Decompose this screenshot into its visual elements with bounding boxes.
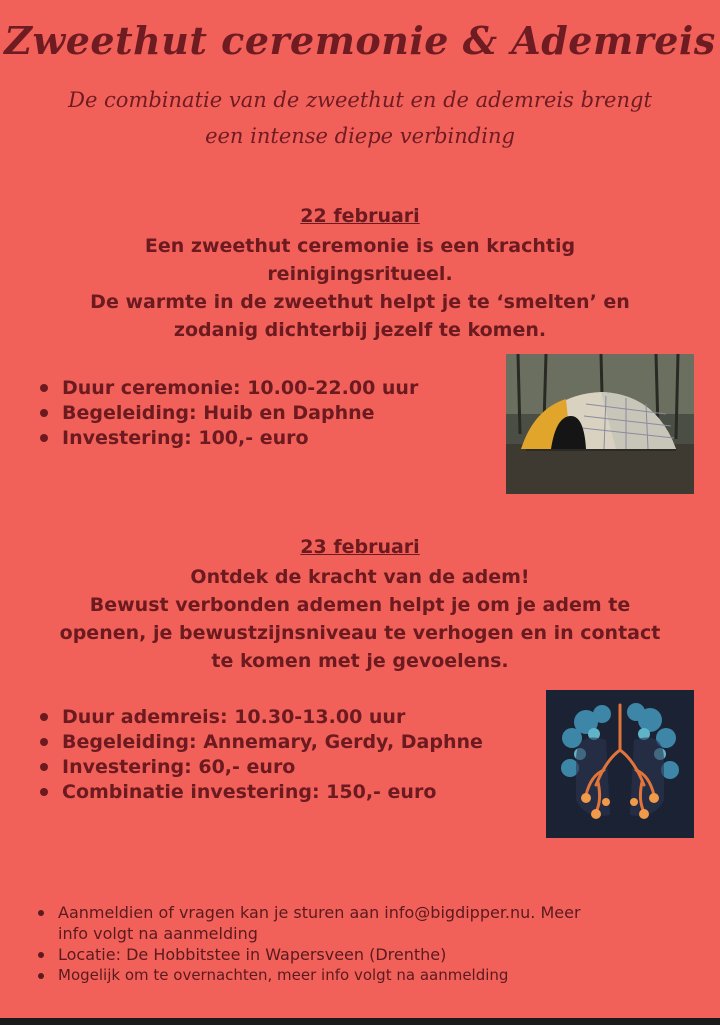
list-item: Begeleiding: Huib en Daphne [38, 401, 418, 426]
event2-details [38, 705, 483, 805]
signup-info-line: Aanmeldien of vragen kan je sturen aan info@bigdipper.nu. Meer [58, 903, 581, 922]
bullet-dot-icon [40, 384, 48, 392]
bullet-dot-icon [38, 910, 44, 916]
list-item [36, 944, 581, 965]
bullet-dot-icon [40, 738, 48, 746]
bullet-dot-icon [40, 788, 48, 796]
list-item: Duur ademreis: 10.30-13.00 uur [38, 705, 483, 730]
page-title: Zweethut ceremonie & Ademreis [4, 18, 716, 63]
bullet-dot-icon [40, 763, 48, 771]
signup-info-line: info volgt na aanmelding [58, 924, 258, 943]
list-item: Duur ceremonie: 10.00-22.00 uur [38, 376, 418, 401]
subtitle-line-2: een intense diepe verbinding [205, 124, 515, 148]
location-info: Locatie: De Hobbitstee in Wapersveen (Drenthe) [58, 945, 447, 964]
subtitle-line-1: De combinatie van de zweethut en de ademreis brengt [68, 88, 652, 112]
event1-description [10, 232, 710, 344]
list-item: Begeleiding: Annemary, Gerdy, Daphne [38, 730, 483, 755]
list-item: Investering: 100,- euro [38, 426, 418, 451]
event2-line: openen, je bewustzijnsniveau te verhogen en in contact [59, 622, 661, 644]
footer-info [36, 902, 581, 986]
event2-line: te komen met je gevoelens. [211, 650, 509, 672]
event1-details [38, 376, 418, 451]
bottom-bar [0, 1018, 720, 1025]
event1-line: Een zweethut ceremonie is een krachtig [144, 235, 576, 257]
sweat-lodge-photo [506, 354, 694, 494]
list-item: Combinatie investering: 150,- euro [38, 780, 483, 805]
event2-description [10, 563, 710, 675]
list-item: Investering: 60,- euro [38, 755, 483, 780]
event1-date: 22 februari [300, 205, 420, 227]
event1-line: De warmte in de zweethut helpt je te ‘smelten’ en [90, 291, 630, 313]
bullet-dot-icon [40, 713, 48, 721]
event1-line: zodanig dichterbij jezelf te komen. [173, 319, 547, 341]
event2-line: Ontdek de kracht van de adem! [190, 566, 530, 588]
bullet-dot-icon [38, 952, 44, 958]
bullet-dot-icon [40, 409, 48, 417]
event2-line: Bewust verbonden ademen helpt je om je adem te [89, 594, 631, 616]
event1-line: reinigingsritueel. [267, 263, 453, 285]
list-item [36, 965, 581, 986]
bullet-dot-icon [40, 434, 48, 442]
lungs-illustration [546, 690, 694, 838]
event2-date: 23 februari [300, 536, 420, 558]
bullet-dot-icon [38, 973, 44, 979]
list-item [36, 902, 581, 944]
overnight-info: Mogelijk om te overnachten, meer info volgt na aanmelding [58, 966, 509, 984]
